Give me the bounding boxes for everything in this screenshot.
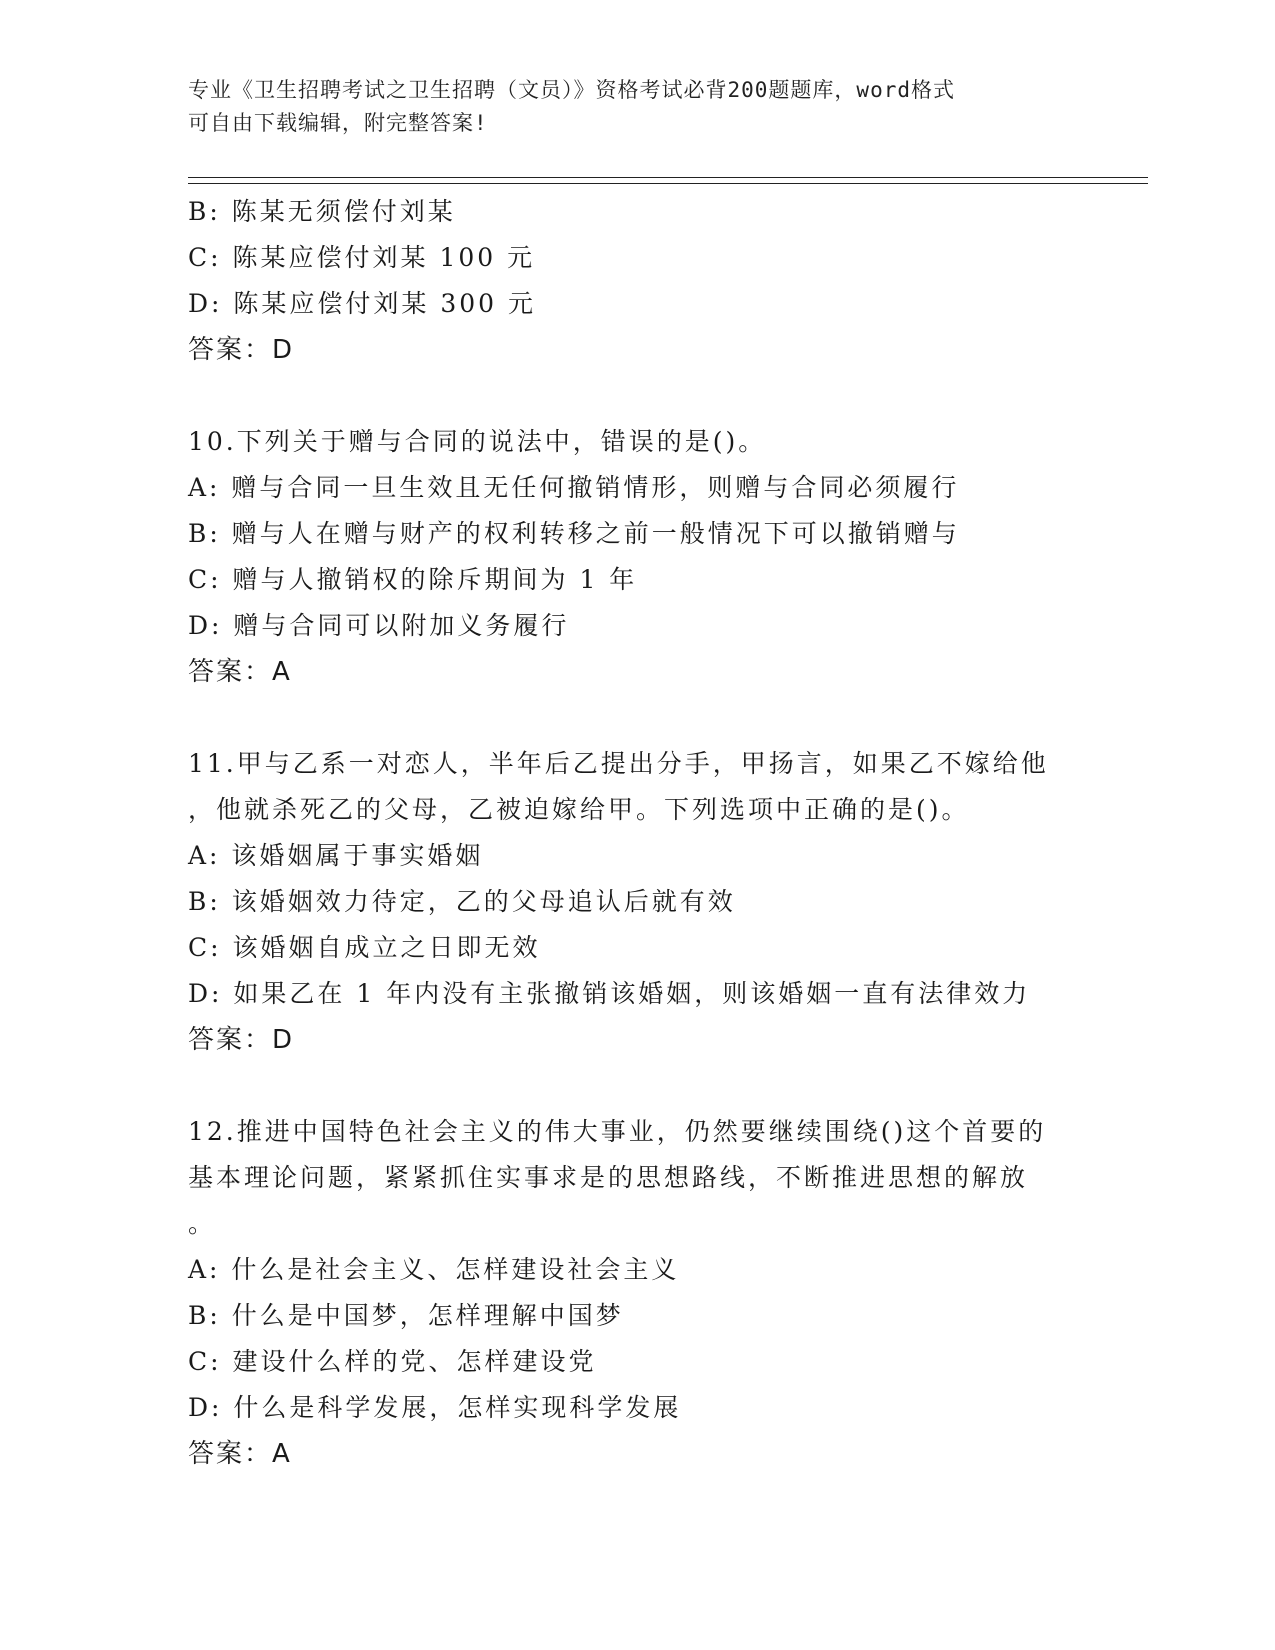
question-12 [188,1109,1088,1477]
answer-label: 答案：D [188,1025,295,1055]
question-stem-line-2: ，他就杀死乙的父母，乙被迫嫁给甲。下列选项中正确的是()。 [188,795,970,824]
question-stem-line-1: 11.甲与乙系一对恋人，半年后乙提出分手，甲扬言，如果乙不嫁给他 [188,749,1049,778]
option-a: A: 赠与合同一旦生效且无任何撤销情形，则赠与合同必须履行 [188,473,960,502]
question-11 [188,741,1088,1063]
option-a: A: 该婚姻属于事实婚姻 [188,841,484,870]
question-content [188,189,1088,1477]
option-b: B: 赠与人在赠与财产的权利转移之前一般情况下可以撤销赠与 [188,519,960,548]
option-b: B: 该婚姻效力待定，乙的父母追认后就有效 [188,887,736,916]
option-c: C: 陈某应偿付刘某 100 元 [188,243,536,272]
question-stem: 10.下列关于赠与合同的说法中，错误的是()。 [188,427,767,456]
answer-label: 答案：A [188,1439,292,1469]
page-header [188,74,1088,140]
header-divider-bottom [188,183,1148,184]
header-line-2: 可自由下载编辑，附完整答案! [188,111,488,135]
option-c: C: 建设什么样的党、怎样建设党 [188,1347,597,1376]
question-stem-line-1: 12.推进中国特色社会主义的伟大事业，仍然要继续围绕()这个首要的 [188,1117,1047,1146]
question-10 [188,419,1088,695]
option-d: D: 陈某应偿付刘某 300 元 [188,289,537,318]
question-stem-line-2: 基本理论问题，紧紧抓住实事求是的思想路线，不断推进思想的解放 [188,1163,1029,1192]
option-b: B: 什么是中国梦，怎样理解中国梦 [188,1301,624,1330]
option-b: B: 陈某无须偿付刘某 [188,197,456,226]
option-c: C: 赠与人撤销权的除斥期间为 1 年 [188,565,638,594]
header-divider-top [188,177,1148,178]
question-9-tail [188,189,1088,373]
option-c: C: 该婚姻自成立之日即无效 [188,933,541,962]
option-d: D: 赠与合同可以附加义务履行 [188,611,570,640]
question-stem-line-3: 。 [188,1209,217,1238]
option-a: A: 什么是社会主义、怎样建设社会主义 [188,1255,680,1284]
header-line-1: 专业《卫生招聘考试之卫生招聘（文员）》资格考试必背200题题库，word格式 [188,78,955,102]
spacer [188,695,1088,741]
option-d: D: 什么是科学发展，怎样实现科学发展 [188,1393,682,1422]
answer-label: 答案：D [188,335,295,365]
spacer [188,373,1088,419]
option-d: D: 如果乙在 1 年内没有主张撤销该婚姻，则该婚姻一直有法律效力 [188,979,1031,1008]
answer-label: 答案：A [188,657,292,687]
spacer [188,1063,1088,1109]
